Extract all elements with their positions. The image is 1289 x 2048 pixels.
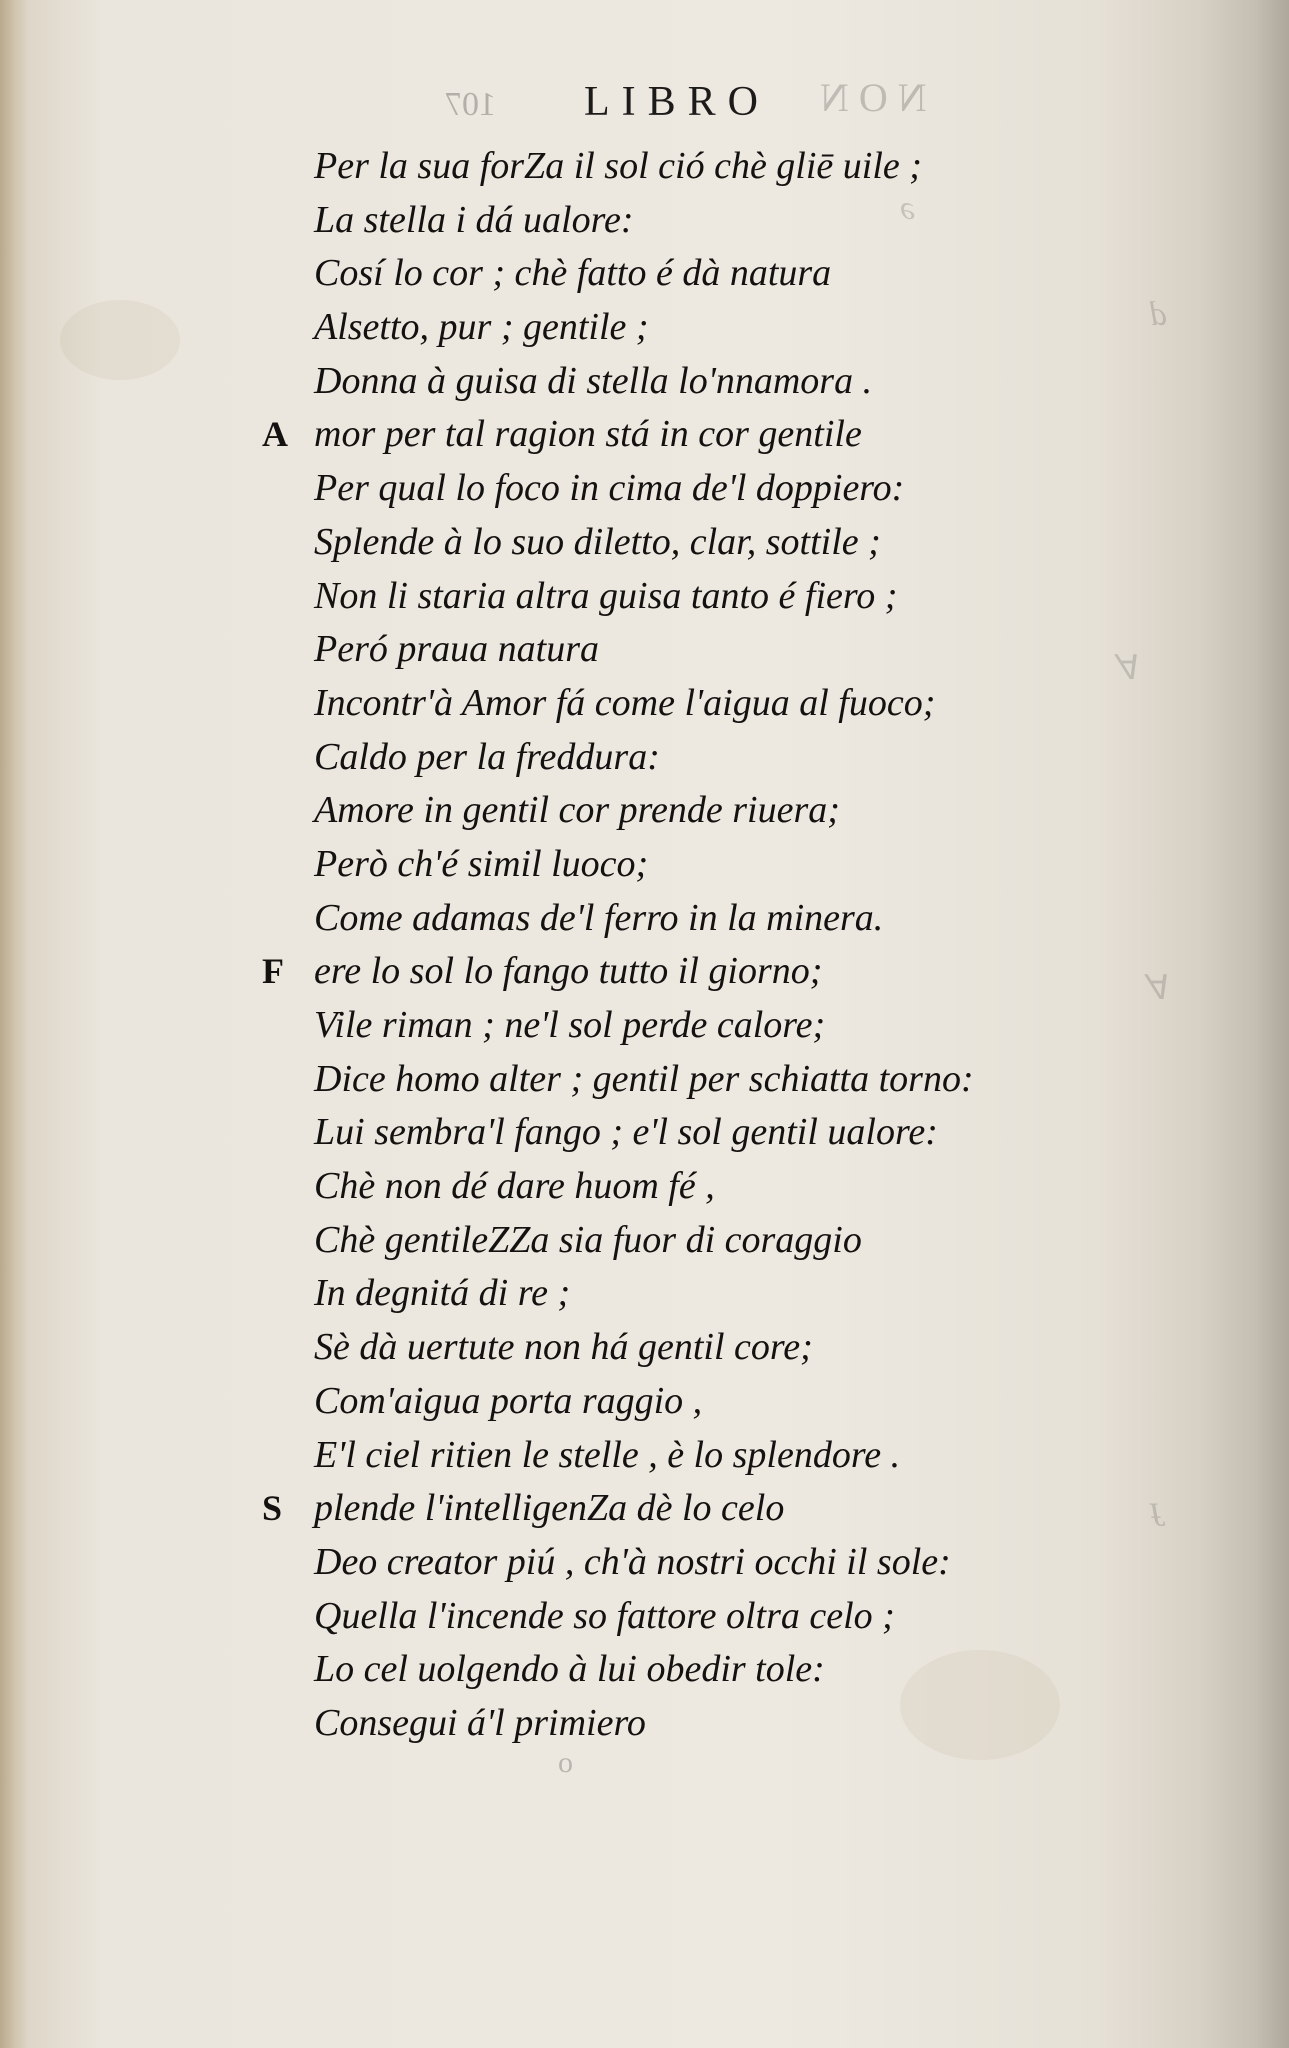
poem-line <box>314 355 974 409</box>
poem-line-text: Quella l'incende so fattore oltra celo ; <box>314 1594 895 1637</box>
poem-line-text: Dice homo alter ; gentil per schiatta torno: <box>314 1057 974 1100</box>
poem-line-text: ere lo sol lo fango tutto il giorno; <box>314 950 823 993</box>
poem-line-text: Lui sembra'l fango ; e'l sol gentil ualore: <box>314 1111 938 1154</box>
poem-line-text: Sè dà uertute non há gentil core; <box>314 1326 813 1369</box>
poem-line-text: Donna à guisa di stella lo'nnamora . <box>314 359 873 402</box>
poem-line-text: Peró praua natura <box>314 628 599 671</box>
gutter-shadow <box>1199 0 1289 2048</box>
poem-line-text: Vile riman ; ne'l sol perde calore; <box>314 1004 826 1046</box>
poem-line-text: Caldo per la freddura: <box>314 735 660 778</box>
poem-line <box>314 1106 974 1160</box>
poem-line <box>314 516 974 570</box>
poem-line <box>314 140 974 194</box>
poem-line <box>314 1697 974 1751</box>
show-through-signature: o <box>558 1746 573 1779</box>
poem-line <box>314 1643 974 1697</box>
poem-line-text: Chè gentileZZa sia fuor di coraggio <box>314 1218 862 1261</box>
poem-line-text: Però ch'é simil luoco; <box>314 842 649 885</box>
poem-line <box>314 301 974 355</box>
poem-line-text: Per qual lo foco in cima de'l doppiero: <box>314 467 905 510</box>
poem-line-text: Splende à lo suo diletto, clar, sottile ; <box>314 520 881 563</box>
poem-line-text: Come adamas de'l ferro in la minera. <box>314 896 884 939</box>
poem-line <box>262 408 974 462</box>
stanza-initial: F <box>262 951 284 992</box>
poem-line <box>314 731 974 785</box>
poem-line-text: mor per tal ragion stá in cor gentile <box>314 413 862 456</box>
poem-line-text: Cosí lo cor ; chè fatto é dà natura <box>314 252 832 295</box>
poem-line-text: Incontr'à Amor fá come l'aigua al fuoco; <box>314 681 936 724</box>
poem-line <box>314 623 974 677</box>
poem-line-text: Lo cel uolgendo à lui obedir tole: <box>314 1648 825 1691</box>
poem-line <box>314 1590 974 1644</box>
poem-line <box>314 1053 974 1107</box>
poem-line <box>314 570 974 624</box>
poem-line-text: La stella i dá ualore: <box>314 198 634 241</box>
poem-line-text: Alsetto, pur ; gentile ; <box>314 306 649 349</box>
stanza-initial: A <box>262 414 288 455</box>
poem-line <box>314 1267 974 1321</box>
paper-stain <box>60 300 180 380</box>
page-edge <box>0 0 28 2048</box>
show-through-folio: 107 <box>445 86 496 123</box>
poem-line <box>314 247 974 301</box>
poem-line-text: Chè non dé dare huom fé , <box>314 1165 715 1208</box>
poem-line <box>314 1214 974 1268</box>
poem-line <box>314 1375 974 1429</box>
poem-line <box>314 677 974 731</box>
show-through-text: ɟ <box>1150 1490 1160 1527</box>
poem-line <box>262 945 974 999</box>
poem-line <box>262 1482 974 1536</box>
poem-line <box>314 1536 974 1590</box>
show-through-text: d <box>1150 296 1167 333</box>
poem-line <box>314 462 974 516</box>
running-head: LIBRO <box>584 79 770 125</box>
poem-line-text: Amore in gentil cor prende riuera; <box>314 789 840 832</box>
poem-line <box>314 1160 974 1214</box>
show-through-text: ∀ <box>1120 650 1144 687</box>
poem-line-text: Per la sua forZa il sol ció chè gliē uile ; <box>314 145 922 187</box>
poem-line-text: Deo creator piú , ch'à nostri occhi il sole: <box>314 1540 951 1583</box>
show-through-head: NON <box>810 75 927 120</box>
poem-line <box>314 999 974 1053</box>
stanza-initial: S <box>262 1488 283 1529</box>
poem-line-text: Consegui á'l primiero <box>314 1701 646 1744</box>
poem-line-text: plende l'intelligenZa dè lo celo <box>314 1487 785 1530</box>
poem-line-text: E'l ciel ritien le stelle , è lo splendore . <box>314 1433 901 1476</box>
show-through-text: ∀ <box>1150 970 1174 1007</box>
poem-line-text: In degnitá di re ; <box>314 1272 571 1315</box>
poem-line <box>314 1429 974 1483</box>
poem-line-text: Com'aigua porta raggio , <box>314 1379 703 1422</box>
poem-line <box>314 1321 974 1375</box>
poem-line <box>314 892 974 946</box>
poem-line-text: Non li staria altra guisa tanto é fiero ; <box>314 574 898 617</box>
poem-line <box>314 784 974 838</box>
show-through-text: ǝ <box>900 190 916 227</box>
poem-line <box>314 838 974 892</box>
poem-text <box>262 140 974 1751</box>
poem-line <box>314 194 974 248</box>
